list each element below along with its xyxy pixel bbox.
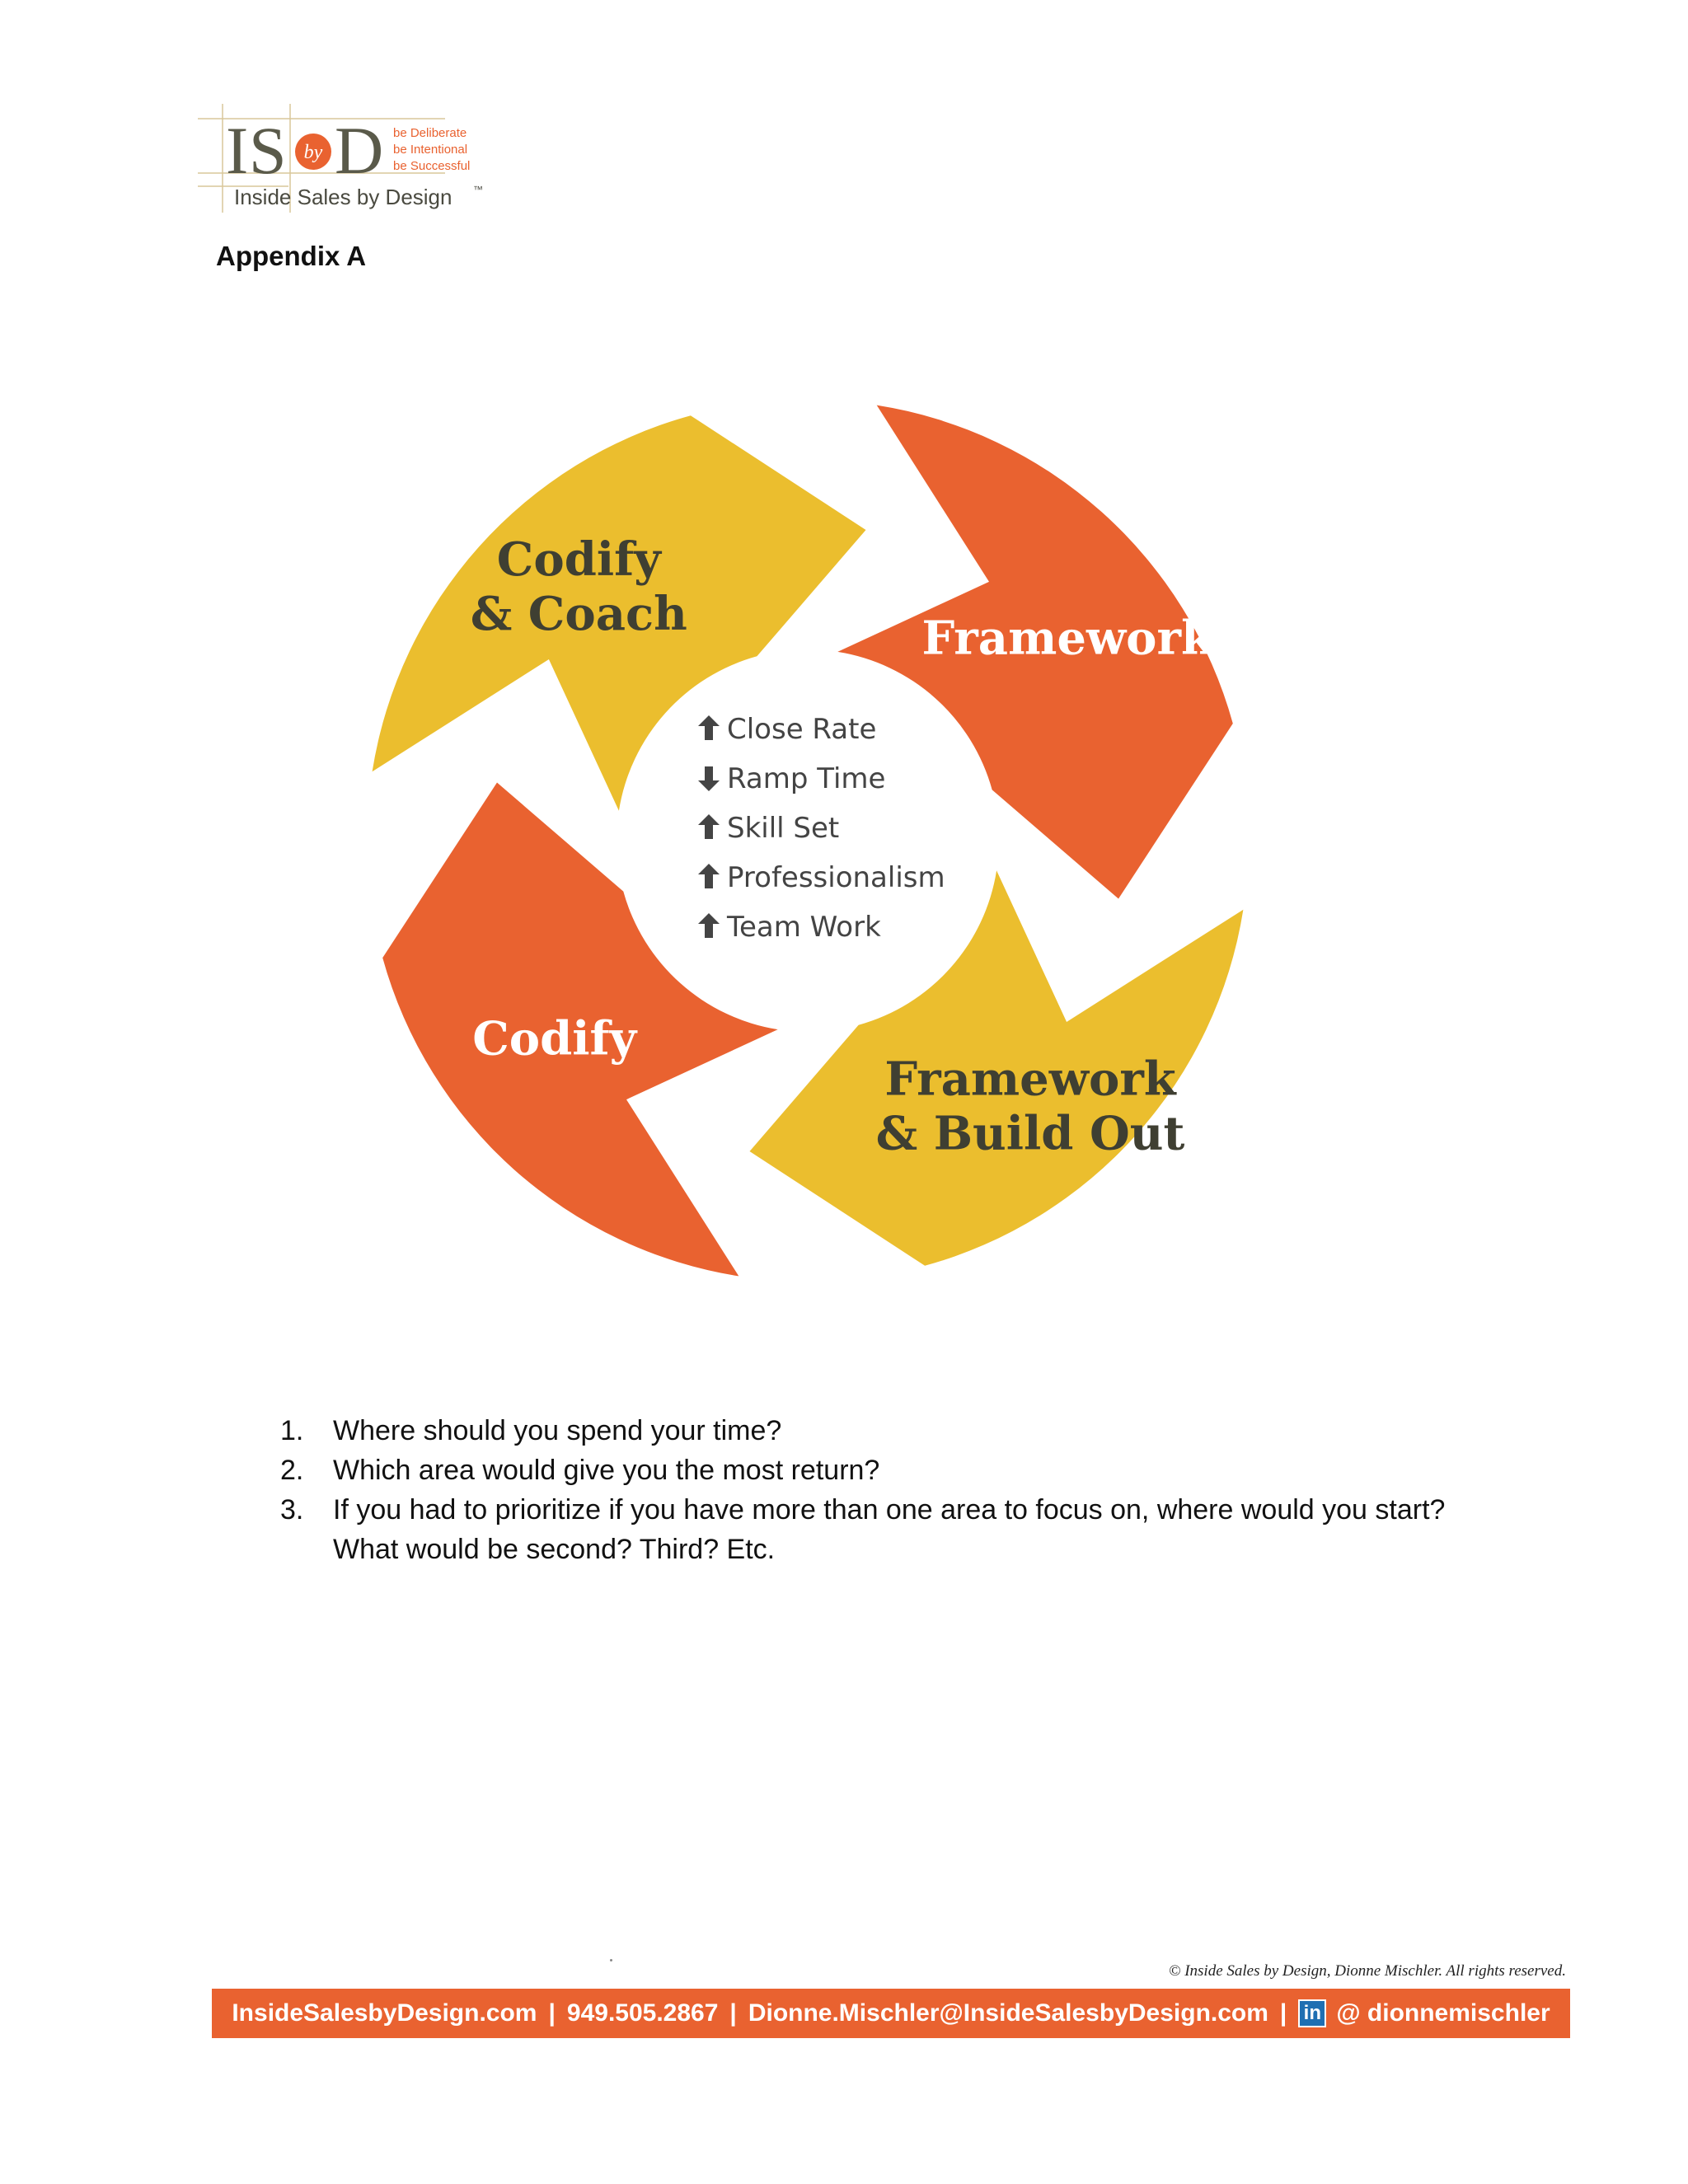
logo-letter-d: D	[335, 113, 384, 188]
logo-letter-i: I	[226, 113, 249, 188]
logo-tagline-3: be Successful	[393, 159, 471, 173]
cycle-label-codify: Codify	[472, 1011, 637, 1066]
logo-tagline-1: be Deliberate	[393, 126, 467, 140]
outcome-label: Team Work	[727, 911, 881, 944]
cycle-label-codify-coach: Codify & Coach	[470, 532, 687, 642]
question-item	[280, 1451, 1517, 1490]
outcome-item	[698, 762, 885, 795]
footer-linkedin-handle[interactable]: @ dionnemischler	[1336, 1999, 1550, 2027]
outcome-label: Ramp Time	[727, 762, 886, 795]
question-list	[280, 1411, 1517, 1569]
question-text: Where should you spend your time?	[333, 1415, 782, 1446]
cycle-label-framework: Framework	[921, 611, 1213, 666]
question-item	[280, 1490, 1517, 1569]
question-item	[280, 1411, 1517, 1451]
arrow-up-icon	[698, 864, 720, 888]
cycle-label-framework-build-out: Framework & Build Out	[875, 1052, 1185, 1161]
footer-separator: |	[1279, 1999, 1287, 2027]
copyright-notice: © Inside Sales by Design, Dionne Mischler. All rights reserved.	[1169, 1962, 1566, 1980]
question-number: 2.	[280, 1455, 304, 1486]
arrow-up-icon	[698, 913, 720, 938]
outcome-item	[698, 911, 881, 944]
outcome-label: Skill Set	[727, 812, 840, 845]
linkedin-icon[interactable]: in	[1298, 1999, 1326, 2027]
logo-by: by	[303, 142, 323, 163]
outcome-item	[698, 812, 839, 845]
footer-email-link[interactable]: Dionne.Mischler@InsideSalesbyDesign.com	[748, 1999, 1268, 2027]
logo-tagline-2: be Intentional	[393, 143, 468, 157]
logo-name: Inside Sales by Design	[234, 185, 452, 209]
outcome-item	[698, 713, 876, 746]
footer-website-link[interactable]: InsideSalesbyDesign.com	[232, 1999, 537, 2027]
question-text: If you had to prioritize if you have more than one area to focus on, where would you start? What would be second? Third? Etc.	[333, 1494, 1446, 1565]
arrow-down-icon	[698, 766, 720, 791]
arrow-up-icon	[698, 814, 720, 839]
outcome-label: Professionalism	[727, 861, 945, 894]
footer-contact-bar	[212, 1989, 1570, 2038]
stray-mark	[610, 1959, 612, 1961]
footer-separator: |	[729, 1999, 737, 2027]
question-number: 1.	[280, 1415, 304, 1446]
company-logo	[198, 97, 503, 221]
page-heading: Appendix A	[216, 241, 367, 271]
footer-separator: |	[548, 1999, 556, 2027]
question-number: 3.	[280, 1494, 304, 1526]
question-text: Which area would give you the most return?	[333, 1455, 880, 1486]
outcome-item	[698, 861, 945, 894]
logo-letter-s: S	[249, 113, 287, 188]
cycle-diagram	[346, 379, 1269, 1302]
arrow-up-icon	[698, 715, 720, 740]
footer-phone[interactable]: 949.505.2867	[566, 1999, 719, 2027]
logo-trademark: ™	[473, 184, 483, 195]
outcome-label: Close Rate	[727, 713, 877, 746]
